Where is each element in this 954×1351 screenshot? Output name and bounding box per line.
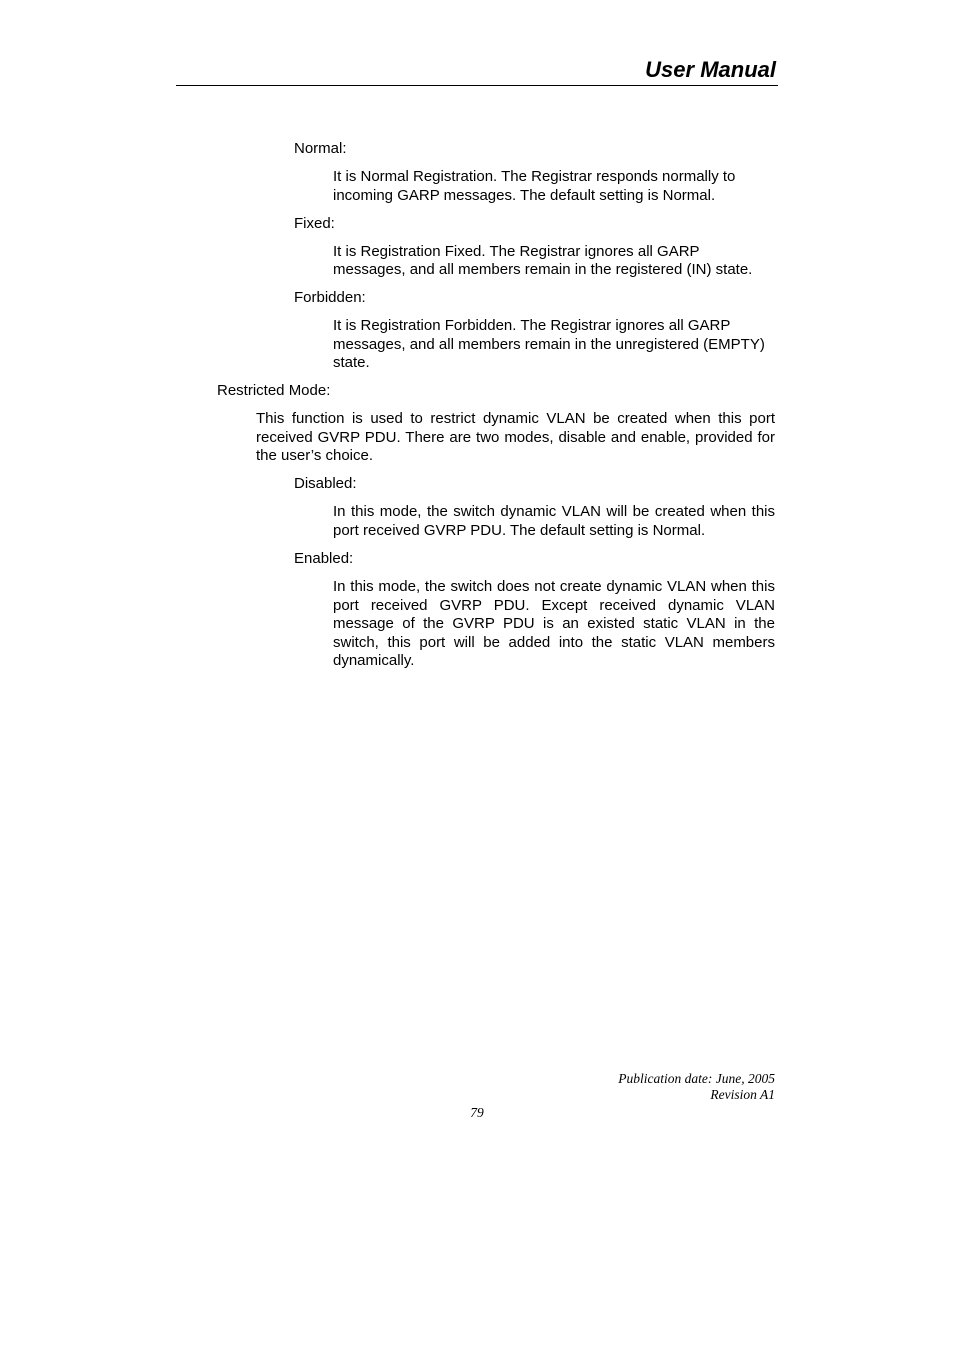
forbidden-label: Forbidden: [294, 289, 366, 307]
footer-publication-info [500, 1071, 775, 1103]
page-content [0, 140, 954, 680]
page-header-title: User Manual [645, 57, 776, 82]
revision: Revision A1 [710, 1087, 775, 1102]
publication-date: Publication date: June, 2005 [618, 1071, 775, 1086]
enabled-label: Enabled: [294, 550, 354, 567]
normal-description: It is Normal Registration. The Registrar responds normally to incoming GARP messages. The default setting is Normal. [333, 167, 736, 204]
forbidden-description: It is Registration Forbidden. The Registrar ignores all GARP messages, and all members remain in the unregistered (EMPTY) state. [333, 317, 765, 372]
restricted-mode-label: Restricted Mode: [217, 382, 331, 400]
normal-label: Normal: [294, 140, 347, 157]
header-divider [176, 85, 778, 86]
restricted-mode-description: This function is used to restrict dynamic VLAN be created when this port received GVRP PDU. There are two modes, disable and enable, provided for the user’s choice. [256, 410, 775, 465]
fixed-label: Fixed: [294, 214, 335, 232]
disabled-description: In this mode, the switch dynamic VLAN will be created when this port received GVRP PDU. The default setting is Normal. [333, 503, 775, 540]
fixed-description: It is Registration Fixed. The Registrar ignores all GARP messages, and all members remain in the registered (IN) state. [333, 242, 753, 279]
page-number: 79 [470, 1105, 484, 1120]
disabled-label: Disabled: [294, 475, 357, 493]
enabled-description: In this mode, the switch does not create dynamic VLAN when this port received GVRP PDU. Except received dynamic VLAN message of the GVRP PDU is an existed static VLAN in the switch, this port will be added into the static VLAN members dynamically. [333, 577, 775, 670]
